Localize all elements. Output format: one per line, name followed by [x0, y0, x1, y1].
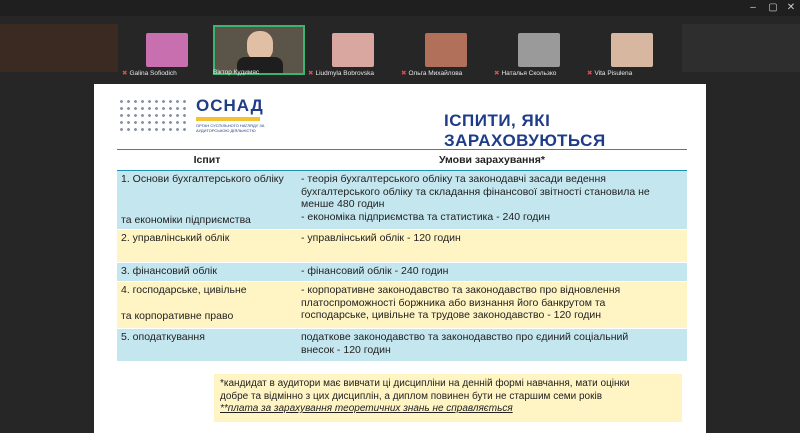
condition-line: господарське, цивільне та трудове законодавство - 120 годин: [301, 309, 602, 321]
exam-name-cont: та корпоративне право: [121, 309, 234, 322]
logo-name: ОСНАД: [196, 96, 264, 115]
participant-name: Ольга Михайлова: [408, 70, 463, 77]
table-row: [117, 329, 687, 362]
table-row: [117, 263, 687, 282]
close-button[interactable]: ✕: [786, 2, 796, 13]
participant-name: Віктор Кудимяс: [213, 69, 260, 76]
exam-name: 5. оподаткування: [121, 331, 205, 343]
participant-name: Liudmyla Bobrovska: [315, 70, 374, 77]
window-titlebar: [0, 0, 800, 16]
avatar: [146, 33, 188, 67]
exam-name: 1. Основи бухгалтерського обліку: [121, 173, 284, 185]
mic-muted-icon: ✖: [308, 70, 314, 77]
decorative-dots: [118, 98, 190, 134]
mic-muted-icon: ✖: [587, 70, 593, 77]
header-exam: Іспит: [117, 150, 297, 171]
camera-video: [213, 25, 305, 75]
exam-name: 2. управлінський облік: [121, 232, 230, 244]
exam-name: 3. фінансовий облік: [121, 265, 217, 277]
participant-tile[interactable]: [494, 21, 586, 79]
condition-line: - корпоративне законодавство та законодавство про відновлення: [301, 284, 621, 296]
logo-accent-bar: [196, 117, 260, 121]
avatar: [518, 33, 560, 67]
condition-line: - економіка підприємства та статистика - 240 годин: [301, 210, 550, 223]
gallery-left-edge: [0, 24, 118, 72]
participant-tile[interactable]: [308, 21, 400, 79]
participant-tile[interactable]: [122, 21, 214, 79]
minimize-button[interactable]: –: [750, 2, 756, 13]
footnote-line: добре та відмінно з цих дисциплін, а диплом повинен бути не старшим семи років: [220, 390, 603, 402]
participant-gallery: [0, 16, 800, 82]
participant-name: Galina Sofiodich: [129, 70, 177, 77]
footnote-box: [214, 374, 682, 422]
header-conditions: Умови зарахування*: [297, 150, 687, 171]
gallery-right-edge: [682, 24, 800, 72]
footnote-line: *кандидат в аудитори має вивчати ці дисципліни на денній формі навчання, мати оцінки: [220, 378, 630, 389]
footnote-fee-note: **плата за зарахування теоретичних знань не справляється: [220, 403, 513, 414]
table-header: [117, 150, 687, 171]
mic-muted-icon: ✖: [401, 70, 407, 77]
exam-name-cont: та економіки підприємства: [121, 213, 251, 226]
condition-line: менше 480 годин: [301, 198, 385, 210]
avatar: [611, 33, 653, 67]
logo-subtitle: ОРГАН СУСПІЛЬНОГО НАГЛЯДУ ЗА АУДИТОРСЬКОЮ ДІЯЛЬНІСТЮ: [196, 123, 265, 133]
table-row: [117, 171, 687, 230]
mic-muted-icon: ✖: [494, 70, 500, 77]
participant-tile-active[interactable]: [213, 21, 305, 79]
condition-line: - теорія бухгалтерського обліку та законодавчі засади ведення: [301, 173, 606, 185]
maximize-button[interactable]: ▢: [768, 2, 778, 13]
shared-slide: [94, 84, 706, 433]
mic-muted-icon: ✖: [122, 70, 128, 77]
exams-table: [117, 149, 687, 362]
participant-name: Наталья Скользко: [501, 70, 557, 77]
exam-name: 4. господарське, цивільне: [121, 284, 247, 296]
condition-line: - фінансовий облік - 240 годин: [301, 265, 449, 277]
avatar: [332, 33, 374, 67]
condition-line: бухгалтерського обліку та складання фінансової звітності становила не: [301, 185, 650, 198]
participant-tile[interactable]: [587, 21, 679, 79]
condition-line: внесок - 120 годин: [301, 343, 391, 356]
participant-name: Vita Pisulena: [594, 70, 633, 77]
condition-line: - управлінський облік - 120 годин: [301, 232, 461, 244]
osnad-logo: [196, 96, 266, 133]
table-row: [117, 282, 687, 329]
avatar: [425, 33, 467, 67]
slide-title: ІСПИТИ, ЯКІ ЗАРАХОВУЮТЬСЯ: [444, 111, 606, 150]
condition-line: податкове законодавство та законодавство про єдиний соціальний: [301, 331, 629, 343]
table-row: [117, 230, 687, 263]
condition-line: платоспроможності боржника або визнання його банкрутом та: [301, 296, 606, 309]
participant-tile[interactable]: [401, 21, 493, 79]
